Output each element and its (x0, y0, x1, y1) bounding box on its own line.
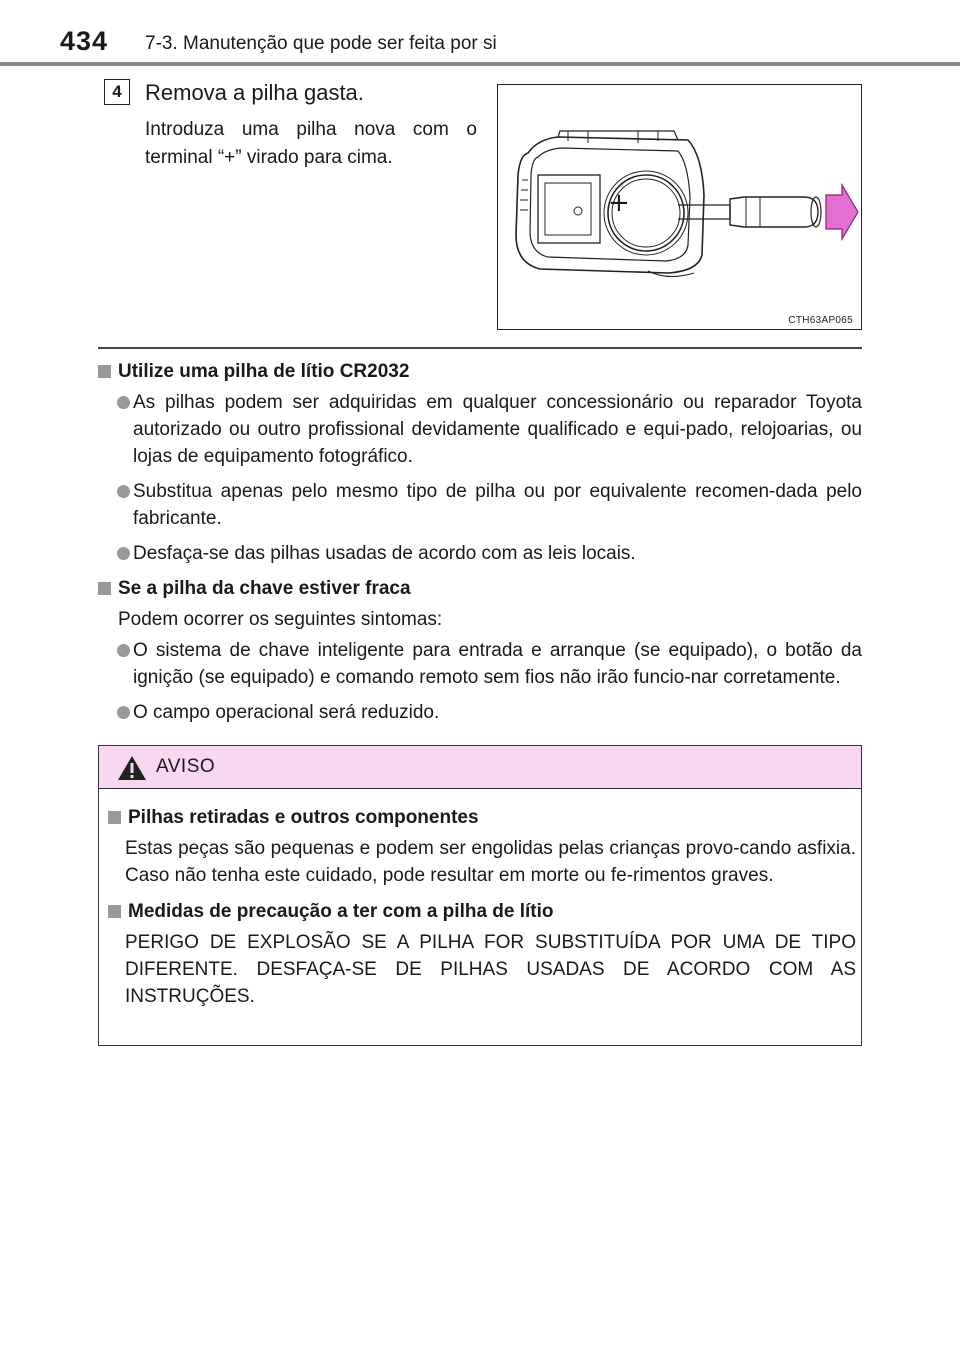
section-heading: Se a pilha da chave estiver fraca (98, 575, 862, 602)
square-bullet-icon (108, 905, 121, 918)
figure-code: CTH63AP065 (788, 315, 853, 326)
warning-body (108, 804, 856, 1019)
step-number-badge: 4 (104, 79, 130, 105)
list-item: O sistema de chave inteligente para entrada e arranque (se equipado), o botão da ignição (se equipado) e comando remoto sem fios não irão funcio-nar corretamente. (98, 637, 862, 691)
section-heading: Utilize uma pilha de lítio CR2032 (98, 358, 862, 385)
warning-triangle-icon (117, 755, 147, 781)
list-item: Desfaça-se das pilhas usadas de acordo com as leis locais. (98, 540, 862, 567)
header-divider (0, 62, 960, 66)
round-bullet-icon (117, 547, 130, 560)
list-item: Substitua apenas pelo mesmo tipo de pilha ou por equivalente recomen-dada pelo fabricante. (98, 478, 862, 532)
page-number: 434 (60, 26, 109, 56)
round-bullet-icon (117, 706, 130, 719)
warning-item-text: PERIGO DE EXPLOSÃO SE A PILHA FOR SUBSTITUÍDA POR UMA DE TIPO DIFERENTE. DESFAÇA-SE DE PILHAS USADAS DE ACORDO COM AS INSTRUÇÕES. (125, 932, 856, 1007)
warning-item-heading: Medidas de precaução a ter com a pilha de lítio (108, 898, 856, 925)
list-item: As pilhas podem ser adquiridas em qualquer concessionário ou reparador Toyota autorizado ou outro profissional devidamente qualificado e equi-pado, relojoarias, ou lojas de equipamento fotográfico. (98, 389, 862, 470)
list-item: O campo operacional será reduzido. (98, 699, 862, 726)
plus-terminal-mark: + (608, 188, 630, 218)
round-bullet-icon (117, 396, 130, 409)
warning-box (98, 745, 862, 1046)
round-bullet-icon (117, 644, 130, 657)
square-bullet-icon (98, 365, 111, 378)
section-intro: Podem ocorrer os seguintes sintomas: (118, 609, 443, 630)
step-title: Remova a pilha gasta. (145, 80, 364, 105)
warning-header (99, 746, 861, 789)
info-content (98, 358, 862, 734)
warning-item-text: Estas peças são pequenas e podem ser engolidas pelas crianças provo-cando asfixia. Caso não tenha este cuidado, pode resultar em morte ou fe-rimentos graves. (125, 838, 856, 886)
battery-removal-illustration (497, 84, 862, 330)
section-title: 7-3. Manutenção que pode ser feita por si (145, 33, 497, 54)
square-bullet-icon (108, 811, 121, 824)
key-fob-battery-icon (498, 85, 860, 328)
warning-item-heading: Pilhas retiradas e outros componentes (108, 804, 856, 831)
round-bullet-icon (117, 485, 130, 498)
square-bullet-icon (98, 582, 111, 595)
step-description: Introduza uma pilha nova com o terminal “+” virado para cima. (145, 119, 477, 168)
warning-title: AVISO (156, 756, 216, 777)
section-divider (98, 347, 862, 349)
